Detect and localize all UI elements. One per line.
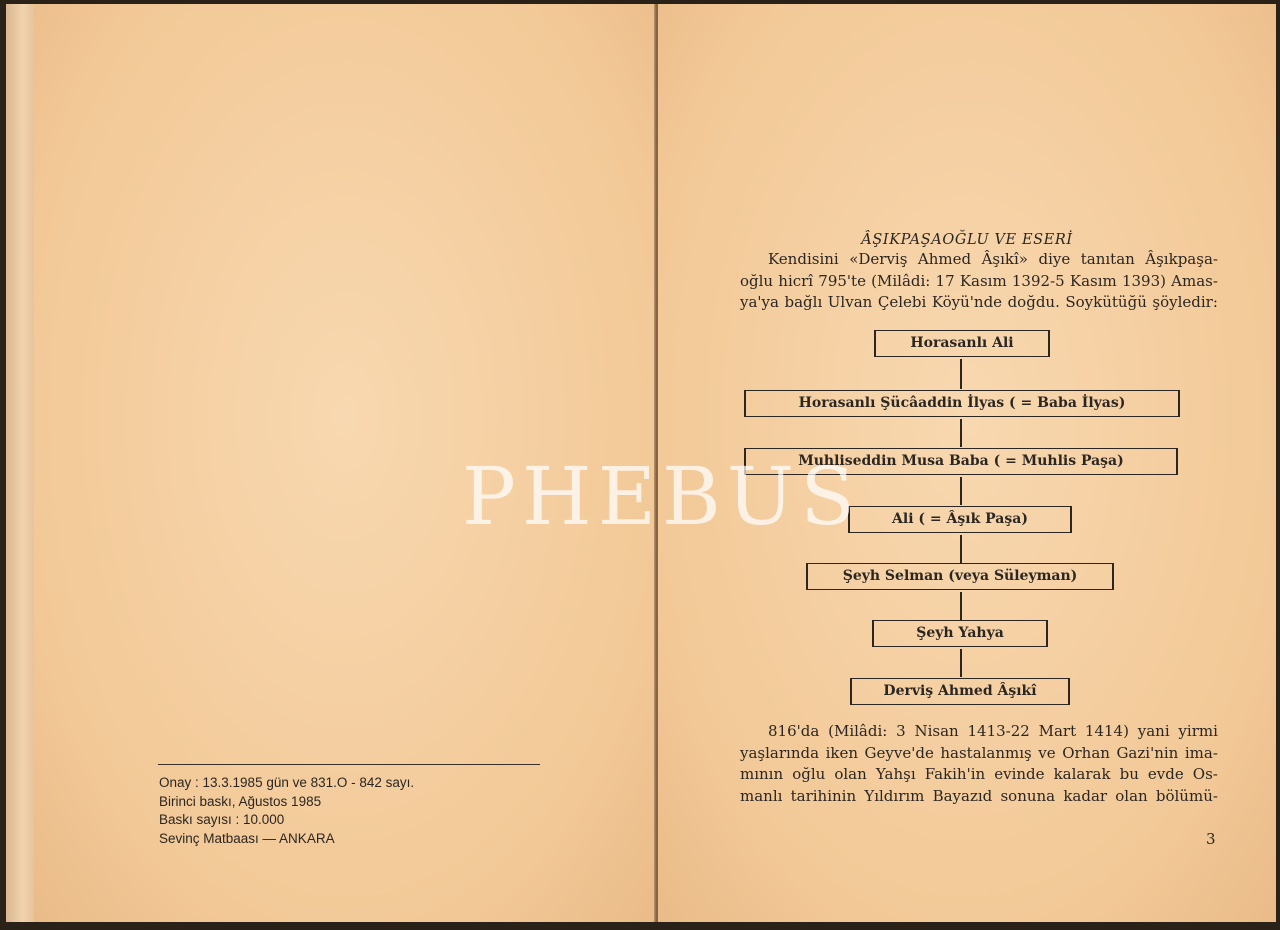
- genealogy-connector: [960, 359, 962, 389]
- word: Orhan: [1062, 743, 1110, 762]
- closing-paragraph: [740, 721, 1218, 807]
- genealogy-box: Muhliseddin Musa Baba ( = Muhlis Paşa): [744, 448, 1178, 475]
- word: mının: [740, 765, 784, 783]
- word: bu: [1119, 765, 1139, 783]
- word: Soykütüğü: [1065, 293, 1147, 311]
- imprint-rule: [158, 764, 540, 765]
- word: hastalanmış: [940, 743, 1032, 762]
- genealogy-connector: [960, 592, 962, 620]
- word: ya'ya: [740, 293, 779, 311]
- word: Geyve'de: [864, 743, 934, 762]
- word: yaşlarında: [740, 743, 820, 762]
- book-edge: [6, 4, 34, 922]
- word: 1414): [1084, 722, 1129, 740]
- text-line: [740, 721, 1218, 743]
- genealogy-box: Horasanlı Şücâaddin İlyas ( = Baba İlyas): [744, 390, 1180, 417]
- imprint-line: Onay : 13.3.1985 gün ve 831.O - 842 sayı.: [159, 775, 415, 790]
- word: 1393): [1121, 271, 1166, 290]
- word: tarihinin: [790, 786, 857, 805]
- text-line: [740, 764, 1218, 786]
- word: Bayazıd: [932, 786, 993, 805]
- word: Yahşı: [875, 765, 916, 783]
- word: Ahmed: [917, 250, 972, 268]
- imprint-line: Birinci baskı, Ağustos 1985: [159, 793, 322, 809]
- word: Kasım: [959, 271, 1007, 290]
- page-number: 3: [1206, 830, 1216, 848]
- word: ima-: [1184, 743, 1218, 762]
- word: bağlı: [784, 293, 823, 311]
- word: Çelebi: [877, 293, 927, 311]
- text-line: [740, 271, 1218, 293]
- word: yirmi: [1178, 722, 1218, 740]
- word: evinde: [994, 765, 1045, 783]
- imprint-line: Sevinç Matbaası — ANKARA: [159, 830, 335, 846]
- word: Os-: [1192, 765, 1218, 783]
- word: Köyü'nde: [931, 293, 1003, 311]
- genealogy-box: Ali ( = Âşık Paşa): [848, 506, 1072, 533]
- word: iken: [825, 743, 858, 762]
- word: oğlu: [792, 765, 826, 783]
- text-line: [740, 292, 1218, 314]
- word: kadar: [1063, 786, 1108, 805]
- word: Ulvan: [827, 293, 873, 311]
- genealogy-box: Derviş Ahmed Âşıkî: [850, 678, 1070, 705]
- text-line: [740, 743, 1218, 765]
- genealogy-connector: [960, 649, 962, 677]
- genealogy-connector: [960, 477, 962, 505]
- word: Fakih'in: [924, 765, 986, 783]
- genealogy-connector: [960, 419, 962, 447]
- watermark-text: PHEBUS: [462, 450, 862, 543]
- word: 1392-5: [1011, 271, 1065, 290]
- word: tanıtan: [1080, 250, 1135, 268]
- word: «Derviş: [849, 250, 908, 268]
- word: 1413-22: [967, 722, 1030, 740]
- word: oğlu: [740, 271, 774, 290]
- word: bölümü-: [1155, 786, 1218, 805]
- word: 795'te: [818, 271, 866, 290]
- intro-paragraph: [740, 249, 1218, 314]
- word: Amas-: [1171, 271, 1218, 290]
- word: manlı: [740, 786, 783, 805]
- word: kalarak: [1053, 765, 1111, 783]
- genealogy-connector: [960, 535, 962, 563]
- word: Mart: [1038, 722, 1077, 740]
- word: yani: [1137, 722, 1170, 740]
- word: Âşıkpaşa-: [1145, 250, 1218, 268]
- text-line: [740, 249, 1218, 271]
- word: olan: [1115, 786, 1148, 805]
- word: olan: [834, 765, 867, 783]
- imprint-block: [159, 774, 414, 848]
- word: diye: [1038, 250, 1071, 268]
- word: (Milâdi:: [871, 271, 931, 290]
- word: sonuna: [1000, 786, 1056, 805]
- chapter-title: ÂŞIKPAŞAOĞLU VE ESERİ: [861, 232, 1073, 248]
- genealogy-box: Şeyh Yahya: [872, 620, 1048, 647]
- genealogy-box: Horasanlı Ali: [874, 330, 1050, 357]
- text-line: [740, 786, 1218, 808]
- word: şöyledir:: [1152, 293, 1218, 311]
- word: Kendisini: [768, 250, 839, 268]
- word: hicrî: [778, 271, 814, 290]
- genealogy-box: Şeyh Selman (veya Süleyman): [806, 563, 1114, 590]
- word: Âşıkî»: [981, 250, 1028, 268]
- word: ve: [1038, 743, 1056, 762]
- word: 17: [935, 271, 955, 290]
- word: evde: [1147, 765, 1184, 783]
- word: 816'da: [768, 722, 820, 740]
- word: Kasım: [1069, 271, 1117, 290]
- word: (Milâdi:: [828, 722, 888, 740]
- word: Nisan: [914, 722, 959, 740]
- word: doğdu.: [1007, 293, 1060, 311]
- word: Yıldırım: [864, 786, 925, 805]
- word: 3: [896, 722, 906, 740]
- imprint-line: Baskı sayısı : 10.000: [159, 812, 285, 827]
- word: Gazi'nin: [1116, 743, 1179, 762]
